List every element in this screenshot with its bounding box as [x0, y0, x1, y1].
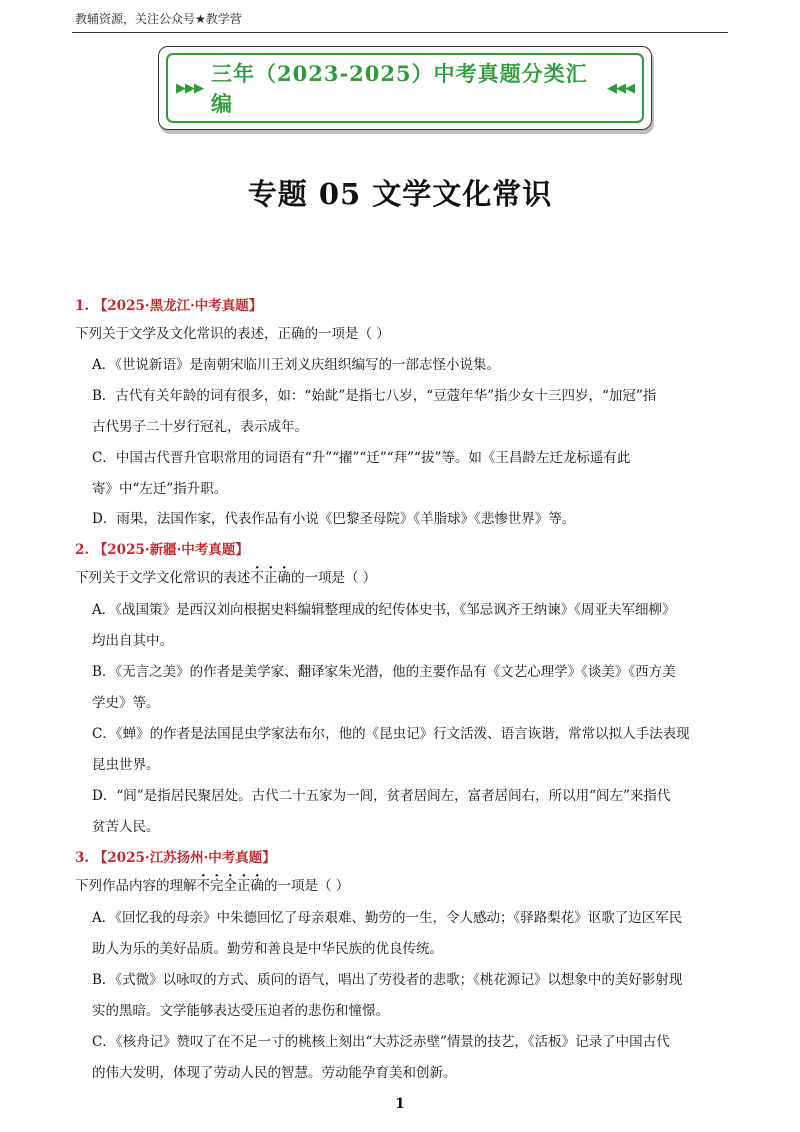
question-3-option-b: B．《式微》以咏叹的方式、质问的语气，唱出了劳役者的悲歌；《桃花源记》以想象中的美好影射现 [92, 972, 683, 988]
page-title: 专题 05 文学文化常识 [247, 177, 553, 211]
question-2-stem-post: 的一项是（ ） [291, 570, 377, 586]
question-2-option-c-cont: 昆虫世界。 [92, 757, 160, 773]
banner-left-arrows-icon: ▶▶▶ [176, 80, 203, 96]
emphasis-char: 不 [196, 878, 210, 894]
header-divider [72, 32, 728, 33]
header-text: 教辅资源，关注公众号★教学营 [75, 12, 242, 26]
emphasis-char: 全 [223, 878, 237, 894]
question-3-stem-post: 的一项是（ ） [264, 878, 350, 894]
question-1-stem: 下列关于文学及文化常识的表述，正确的一项是（ ） [75, 326, 390, 342]
series-banner [158, 46, 652, 130]
question-1-option-b-cont: 古代男子二十岁行冠礼，表示成年。 [92, 419, 308, 435]
question-1-option-d: D．雨果，法国作家，代表作品有小说《巴黎圣母院》《羊脂球》《悲惨世界》等。 [92, 511, 576, 527]
question-3-option-c-cont: 的伟大发明，体现了劳动人民的智慧。劳动能孕育美和创新。 [92, 1065, 457, 1081]
question-3-option-a: A．《回忆我的母亲》中朱德回忆了母亲艰难、勤劳的一生，令人感动；《驿路梨花》讴歌了边区军民 [92, 910, 683, 926]
banner-text: 三年（2023-2025）中考真题分类汇编 [211, 61, 588, 116]
question-2-option-d: D．“闾”是指居民聚居处。古代二十五家为一闾，贫者居闾左，富者居闾右，所以用“闾左”来指代 [92, 788, 671, 804]
emphasis-char: 确 [250, 878, 264, 894]
question-2-stem [75, 568, 376, 588]
question-2-option-a-cont: 均出自其中。 [92, 633, 173, 649]
question-1-option-b: B．古代有关年龄的词有很多，如：“始龀”是指七八岁，“豆蔻年华”指少女十三四岁，“加冠”指 [92, 388, 657, 404]
question-3-option-c: C．《核舟记》赞叹了在不足一寸的桃核上刻出“大苏泛赤壁”情景的技艺，《活板》记录了中国古代 [92, 1034, 670, 1050]
question-3-stem-pre: 下列作品内容的理解 [75, 878, 197, 894]
emphasis-char: 完 [210, 878, 224, 894]
question-2-option-b-cont: 学史》等。 [92, 695, 160, 711]
page-number: 1 [395, 1096, 405, 1112]
emphasis-char: 不 [250, 570, 264, 586]
question-3-option-a-cont: 助人为乐的美好品质。勤劳和善良是中华民族的优良传统。 [92, 941, 443, 957]
question-3-source: 3. 【2025·江苏扬州·中考真题】 [75, 850, 276, 866]
question-2-option-b: B．《无言之美》的作者是美学家、翻译家朱光潜，他的主要作品有《文艺心理学》《谈美》《西方美 [92, 664, 676, 680]
emphasis-char: 正 [264, 570, 278, 586]
question-2-stem-pre: 下列关于文学文化常识的表述 [75, 570, 251, 586]
question-3-option-b-cont: 实的黑暗。文学能够表达受压迫者的悲伤和憧憬。 [92, 1003, 389, 1019]
question-2-source: 2. 【2025·新疆·中考真题】 [75, 542, 249, 558]
question-1-option-a: A．《世说新语》是南朝宋临川王刘义庆组织编写的一部志怪小说集。 [92, 357, 500, 373]
question-1-source: 1. 【2025·黑龙江·中考真题】 [75, 298, 263, 314]
banner-right-arrows-icon: ◀◀◀ [607, 80, 634, 96]
banner-inner [166, 53, 644, 123]
emphasis-char: 正 [237, 878, 251, 894]
question-1-option-c: C．中国古代晋升官职常用的词语有“升”“擢”“迁”“拜”“拔”等。如《王昌龄左迁龙标遥有此 [92, 450, 631, 466]
emphasis-char: 确 [277, 570, 291, 586]
question-1-option-c-cont: 寄》中“左迁”指升职。 [92, 481, 228, 497]
question-2-option-c: C．《蝉》的作者是法国昆虫学家法布尔，他的《昆虫记》行文活泼、语言诙谐，常常以拟人手法表现 [92, 726, 690, 742]
question-2-option-a: A．《战国策》是西汉刘向根据史料编辑整理成的纪传体史书，《邹忌讽齐王纳谏》《周亚夫军细柳》 [92, 602, 676, 618]
question-3-stem [75, 876, 349, 896]
question-2-option-d-cont: 贫苦人民。 [92, 819, 160, 835]
